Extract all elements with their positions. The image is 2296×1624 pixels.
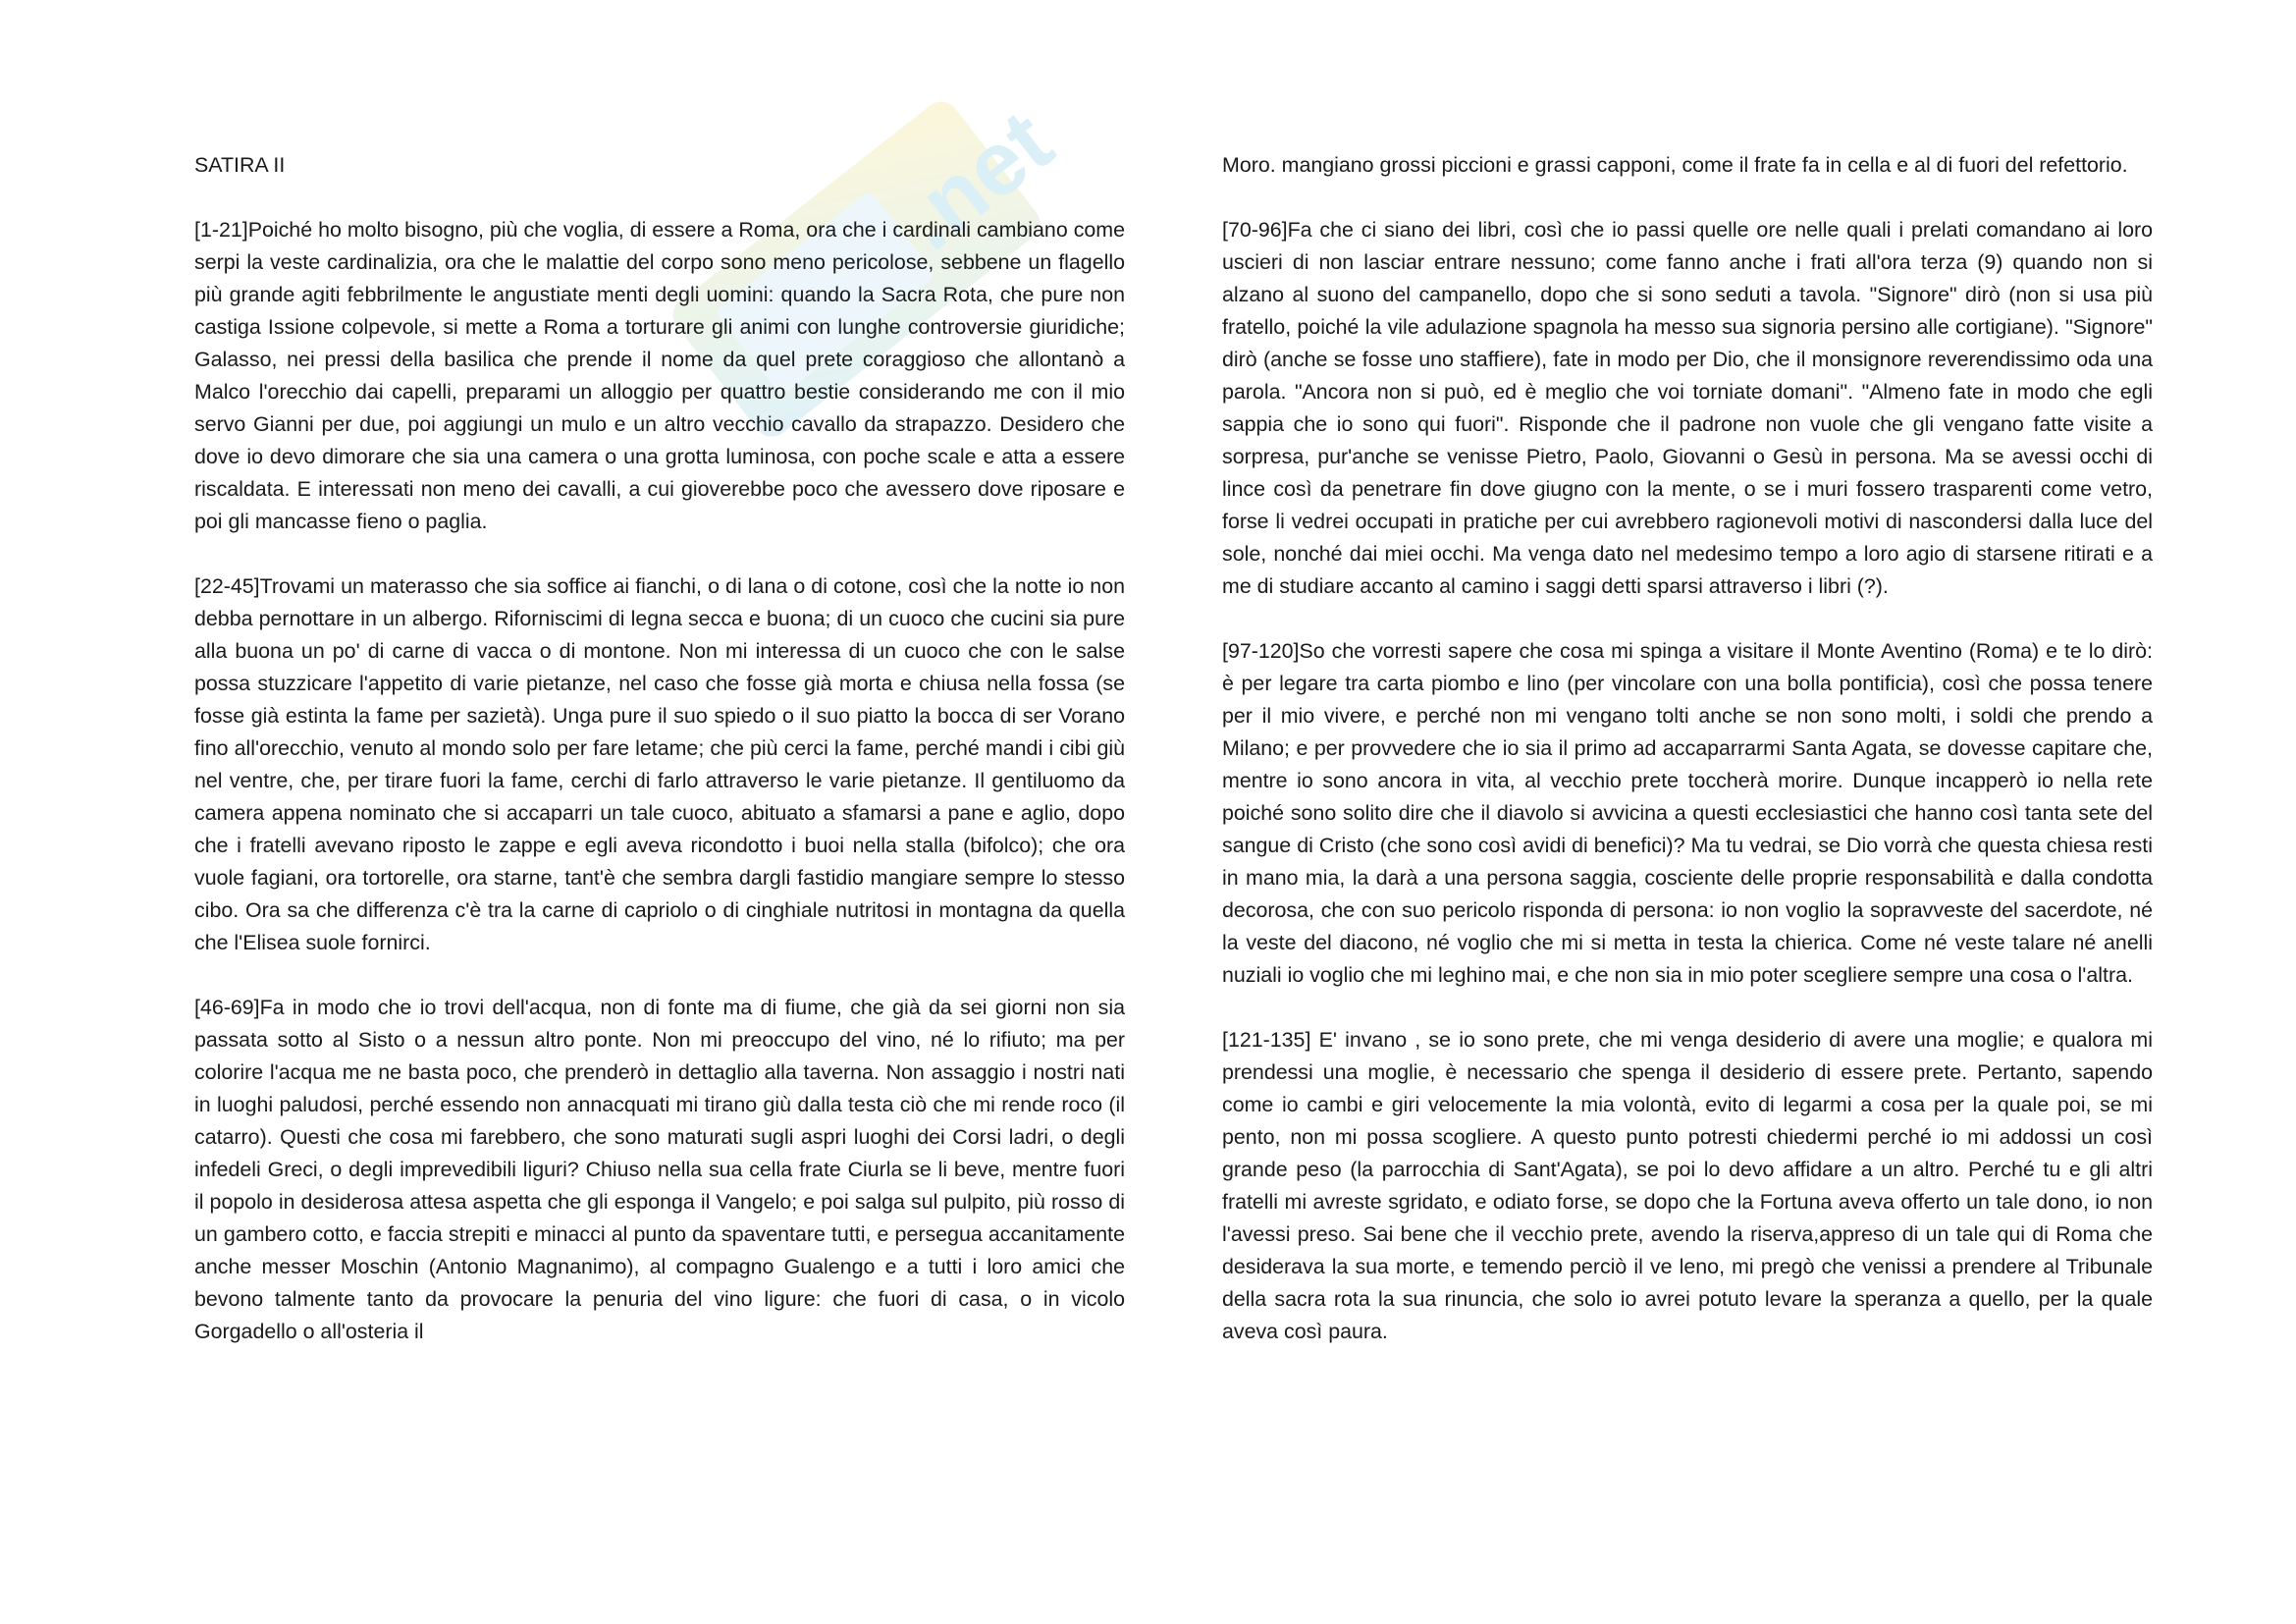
paragraph-70-96: [70-96]Fa che ci siano dei libri, così che io passi quelle ore nelle quali i prelati comandano ai loro uscieri di non lasciar entrare nessuno; come fanno anche i frati all'ora terza (9) quando non si alzano al suono del campanello, dopo che si sono seduti a tavola. "Signore" dirò (non si usa più fratello, poiché la vile adulazione spagnola ha messo sua signoria persino alle cortigiane). "Signore" dirò (anche se fosse uno staffiere), fate in modo per Dio, che il monsignore reverendissimo oda una parola. "Ancora non si può, ed è meglio che voi torniate domani". "Almeno fate in modo che egli sappia che io sono qui fuori". Risponde che il padrone non vuole che gli vengano fatte visite a sorpresa, pur'anche se venisse Pietro, Paolo, Giovanni o Gesù in persona. Ma se avessi occhi di lince così da penetrare fin dove giugno con la mente, o se i muri fossero trasparenti come vetro, forse li vedrei occupati in pratiche per cui avrebbero ragionevoli motivi di nascondersi dalla luce del sole, nonché dai miei occhi. Ma venga dato nel medesimo tempo a loro agio di starsene ritirati e a me di studiare accanto al camino i saggi detti sparsi attraverso i libri (?).: [1222, 218, 2153, 598]
paragraph-22-45: [22-45]Trovami un materasso che sia soffice ai fianchi, o di lana o di cotone, così che la notte io non debba pernottare in un albergo. Riforniscimi di legna secca e buona; di un cuoco che cucini sia pure alla buona un po' di carne di vacca o di montone. Non mi interessa di un cuoco che con le salse possa stuzzicare l'appetito di varie pietanze, nel caso che fosse già morta e chiusa nella fossa (se fosse già estinta la fame per sazietà). Unga pure il suo spiedo o il suo piatto la bocca di ser Vorano fino all'orecchio, venuto al mondo solo per fare letame; che più cerci la fame, perché mandi i cibi giù nel ventre, che, per tirare fuori la fame, cerchi di farlo attraverso le varie pietanze. Il gentiluomo da camera appena nominato che si accaparri un tale cuoco, abituato a sfamarsi a pane e aglio, dopo che i fratelli avevano riposto le zappe e egli aveva ricondotto i buoi nella stalla (bifolco); che ora vuole fagiani, ora tortorelle, ora starne, tant'è che sembra dargli fastidio mangiare sempre lo stesso cibo. Ora sa che differenza c'è tra la carne di capriolo o di cinghiale nutritosi in montagna da quella che l'Elisea suole fornirci.: [194, 574, 1125, 954]
document-title: SATIRA II: [194, 153, 286, 177]
left-column: [194, 149, 1125, 1380]
watermark-text: .net: [881, 91, 1071, 270]
right-column: [1222, 149, 2153, 1380]
paragraph-121-135: [121-135] E' invano , se io sono prete, che mi venga desiderio di avere una moglie; e qualora mi prendessi una moglie, è necessario che spenga il desiderio di essere prete. Pertanto, sapendo come io cambi e giri velocemente la mia volontà, evito di legarmi a cosa per la quale poi, se mi pento, non mi possa scogliere. A questo punto potresti chiedermi perché io mi addossi un così grande peso (la parrocchia di Sant'Agata), se poi lo devo affidare a un altro. Perché tu e gli altri fratelli mi avreste sgridato, e odiato forse, se dopo che la Fortuna aveva offerto un tale dono, io non l'avessi preso. Sai bene che il vecchio prete, avendo la riserva,appreso di un tale qui di Roma che desiderava la sua morte, e temendo perciò il ve leno, mi pregò che venissi a prendere al Tribunale della sacra rota la sua rinuncia, che solo io avrei potuto levare la speranza a quello, per la quale aveva così paura.: [1222, 1028, 2153, 1343]
paragraph-46-69: [46-69]Fa in modo che io trovi dell'acqua, non di fonte ma di fiume, che già da sei giorni non sia passata sotto al Sisto o a nessun altro ponte. Non mi preoccupo del vino, né lo rifiuto; ma per colorire l'acqua me ne basta poco, che prenderò in dettaglio alla taverna. Non assaggio i nostri nati in luoghi paludosi, perché essendo non annacquati mi tirano giù dalla testa ciò che mi rende roco (il catarro). Questi che cosa mi farebbero, che sono maturati sugli aspri luoghi dei Corsi ladri, o degli infedeli Greci, o degli imprevedibili liguri? Chiuso nella sua cella frate Ciurla se li beve, mentre fuori il popolo in desiderosa attesa aspetta che gli esponga il Vangelo; e poi salga sul pulpito, più rosso di un gambero cotto, e faccia strepiti e minacci al punto da spaventare tutti, e persegua accanitamente anche messer Moschin (Antonio Magnanimo), al compagno Gualengo e a tutti i loro amici che bevono talmente tanto da provocare la penuria del vino ligure: che fuori di casa, o in vicolo Gorgadello o all'osteria il: [194, 996, 1125, 1343]
paragraph-97-120: [97-120]So che vorresti sapere che cosa mi spinga a visitare il Monte Aventino (Roma) e te lo dirò: è per legare tra carta piombo e lino (per vincolare con una bolla pontificia), così che possa tenere per il mio vivere, e perché non mi vengano tolti anche se non sono molti, i soldi che prendo a Milano; e per provvedere che io sia il primo ad accaparrarmi Santa Agata, se dovesse capitare che, mentre io sono ancora in vita, al vecchio prete toccherà morire. Dunque incapperò io nella rete poiché sono solito dire che il diavolo si avvicina a questi ecclesiastici che hanno così tanta sete del sangue di Cristo (che sono così avidi di benefici)? Ma tu vedrai, se Dio vorrà che questa chiesa resti in mano mia, la darà a una persona saggia, cosciente delle proprie responsabilità e dalla condotta decorosa, che con suo pericolo risponda di persona: io non voglio la sopravveste del sacerdote, né la veste del diacono, né voglio che mi si metta in testa la chierica. Come né veste talare né anelli nuziali io voglio che mi leghino mai, e che non sia in mio poter scegliere sempre una cosa o l'altra.: [1222, 639, 2153, 987]
paragraph-1-21: [1-21]Poiché ho molto bisogno, più che voglia, di essere a Roma, ora che i cardinali cambiano come serpi la veste cardinalizia, ora che le malattie del corpo sono meno pericolose, sebbene un flagello più grande agiti febbrilmente le angustiate menti degli uomini: quando la Sacra Rota, che pure non castiga Issione colpevole, si mette a Roma a torturare gli animi con lunghe controversie giuridiche; Galasso, nei pressi della basilica che prende il nome da quel prete coraggioso che allontanò a Malco l'orecchio dai capelli, preparami un alloggio per quattro bestie considerando me con il mio servo Gianni per due, poi aggiungi un mulo e un altro vecchio cavallo da strapazzo. Desidero che dove io devo dimorare che sia una camera o una grotta luminosa, con poche scale e atta a essere riscaldata. E interessati non meno dei cavalli, a cui gioverebbe poco che avessero dove riposare e poi gli mancasse fieno o paglia.: [194, 218, 1125, 533]
paragraph-continuation: Moro. mangiano grossi piccioni e grassi capponi, come il frate fa in cella e al di fuori del refettorio.: [1222, 153, 2128, 177]
